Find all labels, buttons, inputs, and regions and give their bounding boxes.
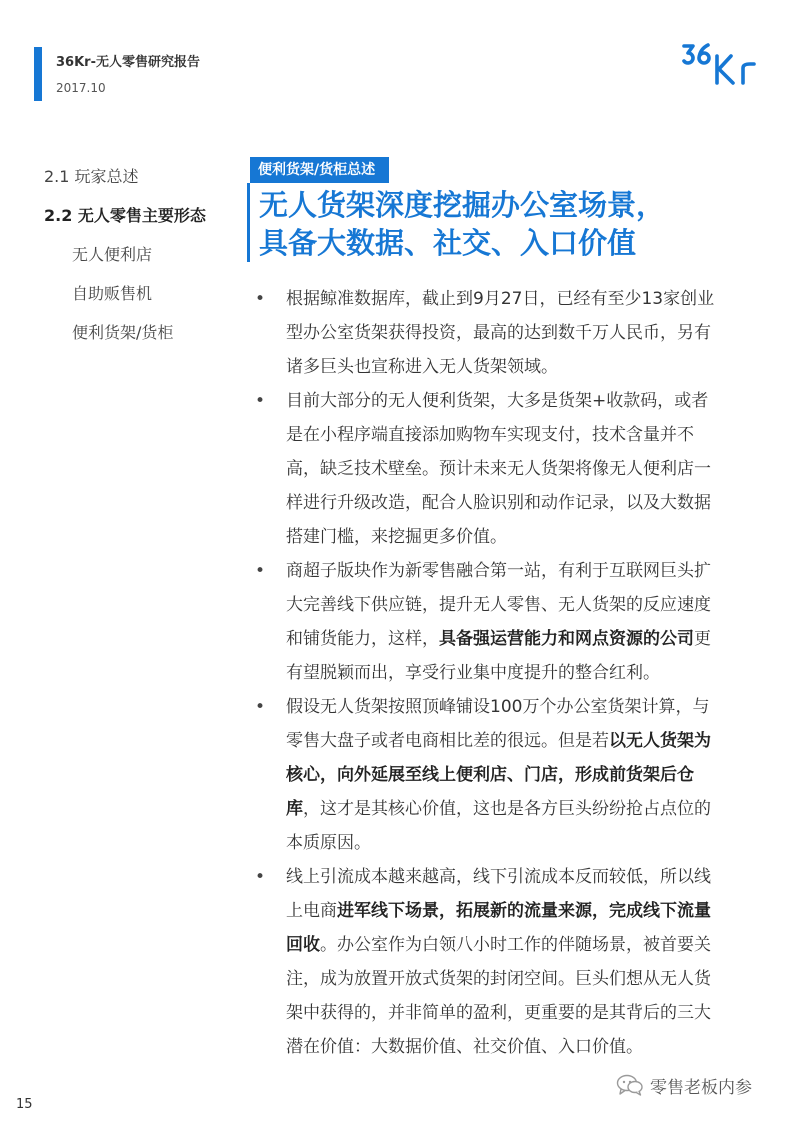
header-accent-bar <box>34 47 42 101</box>
brand-logo <box>681 40 767 86</box>
bullet-emphasis: 具备强运营能力和网点资源的公司 <box>439 629 694 649</box>
headline-line: 具备大数据、社交、入口价值 <box>259 226 637 260</box>
page-headline <box>259 186 665 262</box>
bullet-item <box>253 554 725 690</box>
bullet-text: 更有望脱颖而出，享受行业集中度提升的整合红利。 <box>286 629 711 683</box>
report-title: 36Kr-无人零售研究报告 <box>56 55 200 70</box>
bullet-emphasis: 进军线下场景，拓展新的流量来源，完成线下流量回收 <box>286 901 711 955</box>
bullet-text: 假设无人货架按照顶峰铺设100万个办公室货架计算，与零售大盘子或者电商相比差的很远。但是若 <box>286 697 710 751</box>
bullet-emphasis: 以无人货架为核心，向外延展至线上便利店、门店，形成前货架后仓库 <box>286 731 711 819</box>
toc-item[interactable]: 2.1 玩家总述 <box>44 167 139 186</box>
table-of-contents <box>44 166 206 361</box>
bullet-text: ，这才是其核心价值，这也是各方巨头纷纷抢占点位的本质原因。 <box>286 799 711 853</box>
bullet-text: 商超子版块作为新零售融合第一站，有利于互联网巨头扩大完善线下供应链，提升无人零售、无人货架的反应速度和铺货能力，这样， <box>286 561 711 649</box>
toc-item[interactable]: 便利货架/货柜 <box>72 323 174 342</box>
bullet-text: 。办公室作为白领八小时工作的伴随场景，被首要关注，成为放置开放式货架的封闭空间。巨头们想从无人货架中获得的，并非简单的盈利，更重要的是其背后的三大潜在价值：大数据价值、社交价值、入口价值。 <box>286 935 711 1057</box>
bullet-text: 目前大部分的无人便利货架，大多是货架+收款码，或者是在小程序端直接添加购物车实现支付，技术含量并不高，缺乏技术壁垒。预计未来无人货架将像无人便利店一样进行升级改造，配合人脸识别和动作记录，以及大数据搭建门槛，来挖掘更多价值。 <box>286 391 711 547</box>
wechat-icon <box>616 1073 644 1097</box>
bullet-item <box>253 860 725 1064</box>
watermark <box>616 1070 752 1100</box>
toc-item[interactable]: 无人便利店 <box>72 245 153 264</box>
report-date: 2017.10 <box>56 81 106 95</box>
headline-line: 无人货架深度挖掘办公室场景， <box>259 188 666 222</box>
section-label: 便利货架/货柜总述 <box>250 157 389 183</box>
bullet-list <box>253 282 725 1064</box>
bullet-item <box>253 384 725 554</box>
toc-item[interactable]: 自助贩售机 <box>72 284 153 303</box>
watermark-text: 零售老板内参 <box>650 1077 752 1098</box>
bullet-text: 根据鲸准数据库，截止到9月27日，已经有至少13家创业型办公室货架获得投资，最高的达到数千万人民币，另有诸多巨头也宣称进入无人货架领域。 <box>286 289 715 377</box>
toc-item[interactable]: 2.2 无人零售主要形态 <box>44 206 206 225</box>
bullet-item <box>253 690 725 860</box>
bullet-item <box>253 282 725 384</box>
bullet-text: 线上引流成本越来越高，线下引流成本反而较低，所以线上电商 <box>286 867 711 921</box>
headline-rule <box>247 183 250 262</box>
page-number: 15 <box>16 1097 33 1112</box>
